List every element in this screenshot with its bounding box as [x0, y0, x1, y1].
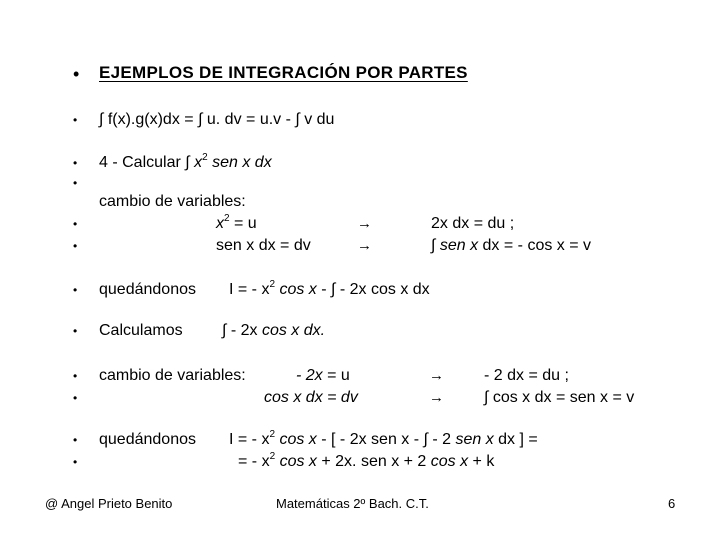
list-bullet: •: [73, 369, 78, 383]
derivative-du-2: - 2 dx = du ;: [484, 367, 569, 384]
change-vars-label-2: cambio de variables:: [99, 367, 246, 384]
parts-formula: ∫ f(x).g(x)dx = ∫ u. dv = u.v - ∫ v du: [99, 111, 335, 128]
final-equation-line-1: I = - $x^2$ cos x - [ - 2x sen x - ∫ - 2 sen x dx ] =: [229, 429, 538, 448]
footer-course: Matemáticas 2º Bach. C.T.: [276, 496, 429, 511]
right-arrow-icon: →: [357, 215, 372, 232]
slide-title: EJEMPLOS DE INTEGRACIÓN POR PARTES: [99, 63, 468, 82]
integral-v: ∫ sen x dx = - cos x = v: [431, 237, 592, 254]
result-label: quedándonos: [99, 281, 196, 298]
calculate-expression: ∫ - 2x cos x dx.: [222, 322, 326, 339]
integral-v-2: ∫ cos x dx = sen x = v: [484, 389, 635, 406]
page-number: 6: [668, 496, 676, 511]
substitution-u-2: - 2x = u: [296, 367, 350, 384]
final-result-label: quedándonos: [99, 431, 196, 448]
derivative-du: 2x dx = du ;: [431, 215, 515, 232]
list-bullet: •: [73, 324, 78, 338]
list-bullet: •: [73, 283, 78, 297]
right-arrow-icon: →: [357, 237, 372, 254]
list-bullet: •: [73, 176, 78, 190]
change-vars-label: cambio de variables:: [99, 193, 246, 210]
final-equation-line-2: = - $x^2$ cos x + 2x. sen x + 2 cos x + k: [238, 451, 495, 470]
list-bullet: •: [73, 156, 78, 170]
list-bullet: •: [73, 113, 78, 127]
list-bullet: •: [73, 391, 78, 405]
calculate-label: Calculamos: [99, 322, 183, 339]
example-statement: 4 - Calcular ∫ $x^2$ sen x dx: [99, 152, 272, 171]
list-bullet: •: [73, 455, 78, 469]
right-arrow-icon: →: [429, 367, 444, 384]
footer-author: @ Angel Prieto Benito: [45, 496, 173, 511]
list-bullet: •: [73, 433, 78, 447]
right-arrow-icon: →: [429, 389, 444, 406]
substitution-dv-2: cos x dx = dv: [264, 389, 358, 406]
result-equation: I = - $x^2$ cos x - ∫ - 2x cos x dx: [229, 279, 430, 298]
substitution-u: $x^2 = u$: [216, 213, 257, 232]
list-bullet: •: [73, 239, 78, 253]
title-bullet: •: [73, 64, 80, 84]
list-bullet: •: [73, 217, 78, 231]
substitution-dv: sen x dx = dv: [216, 237, 311, 254]
